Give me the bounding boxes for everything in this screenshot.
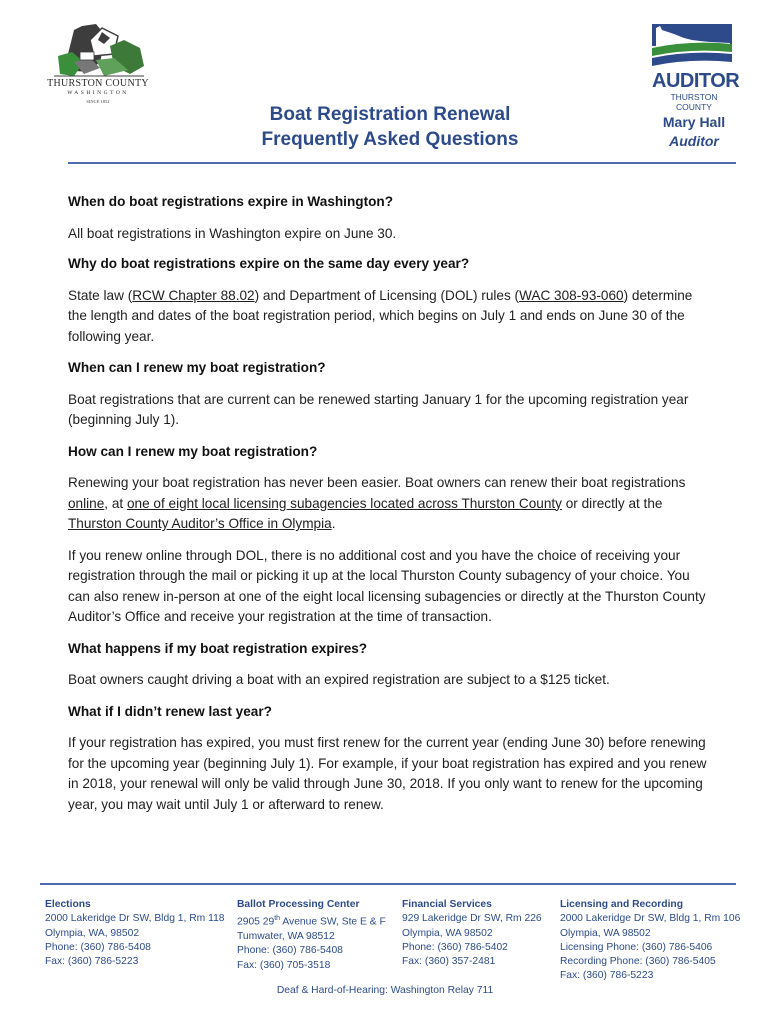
question-2: Why do boat registrations expire on the same day every year? [68, 256, 470, 271]
title-line-1: Boat Registration Renewal [269, 104, 511, 125]
footer-divider [40, 883, 736, 885]
answer-4b: If you renew online through DOL, there is no additional cost and you have the choice of receiving your registration through the mail or picking it up at the local Thurston County subagency of your choice. You can also renew in-person at one of the eight local licensing subagencies or directly at the Thurston County Auditor’s Office and receive your registration at the time of transaction. [68, 547, 706, 624]
footer-line: 2905 29th Avenue SW, Ste E & F [237, 915, 386, 928]
footer-line: Tumwater, WA 98512 [237, 931, 335, 943]
auditor-title: Auditor [669, 133, 719, 149]
footer-line: Fax: (360) 786-5223 [45, 956, 139, 968]
footer-line: 2000 Lakeridge Dr SW, Bldg 1, Rm 106 [560, 913, 741, 925]
question-5: What happens if my boat registration expires? [68, 640, 368, 656]
title-line-2: Frequently Asked Questions [261, 129, 519, 150]
answer-5: Boat owners caught driving a boat with an expired registration are subject to a $125 ticket. [68, 672, 610, 687]
footer-ballot-processing [237, 898, 386, 973]
footer-line: Fax: (360) 786-5223 [560, 970, 654, 982]
relay-notice: Deaf & Hard-of-Hearing: Washington Relay 711 [276, 985, 494, 996]
footer-line: Licensing Phone: (360) 786-5406 [560, 941, 713, 953]
footer-heading: Ballot Processing Center [237, 899, 360, 910]
question-3: When can I renew my boat registration? [68, 360, 326, 375]
footer-line: Recording Phone: (360) 786-5405 [560, 956, 716, 968]
subagencies-link[interactable]: one of eight local licensing subagencies located across Thurston County [126, 495, 562, 511]
auditor-logo [650, 22, 732, 68]
footer-line: 2000 Lakeridge Dr SW, Bldg 1, Rm 118 [45, 913, 225, 925]
question-6: What if I didn’t renew last year? [68, 703, 272, 719]
county-since: SINCE 1852 [86, 99, 110, 104]
footer-line: Phone: (360) 786-5408 [237, 945, 343, 957]
auditor-county: THURSTON COUNTY [670, 92, 718, 112]
answer-3: Boat registrations that are current can be renewed starting January 1 for the upcoming registration year (beginning July 1). [68, 391, 689, 427]
rcw-link[interactable]: RCW Chapter 88.02 [132, 287, 255, 303]
answer-6: If your registration has expired, you must first renew for the current year (ending June 30) before renewing for the upcoming year (beginning July 1). For example, if your boat registration has expired and you renew in 2018, your renewal will only be valid through June 30, 2018. If you only want to renew for the upcoming year, you may wait until July 1 or afterward to renew. [68, 735, 707, 812]
footer-heading: Licensing and Recording [560, 899, 684, 910]
footer-line: Fax: (360) 705-3518 [237, 959, 331, 971]
footer-financial-services [402, 898, 542, 969]
answer-1: All boat registrations in Washington expire on June 30. [68, 225, 397, 241]
auditor-word: AUDITOR [652, 70, 740, 92]
county-state: WASHINGTON [67, 90, 129, 96]
footer-line: Phone: (360) 786-5402 [402, 941, 508, 953]
answer-2: State law (RCW Chapter 88.02) and Department of Licensing (DOL) rules (WAC 308-93-060) determine the length and dates of the boat registration period, which begins on July 1 and ends on June 30 of the following year. [68, 287, 693, 344]
footer-line: Fax: (360) 357-2481 [402, 956, 496, 968]
auditor-name: Mary Hall [662, 114, 726, 130]
auditor-office-link[interactable]: Thurston County Auditor’s Office in Olympia [68, 516, 332, 531]
wac-link[interactable]: WAC 308-93-060 [519, 287, 624, 303]
page-title [230, 102, 550, 152]
header-divider [68, 162, 736, 164]
footer-elections [45, 898, 225, 969]
footer-heading: Financial Services [402, 899, 492, 910]
footer-line: Olympia, WA, 98502 [45, 927, 140, 939]
answer-4: Renewing your boat registration has never been easier. Boat owners can renew their boat registrations online, at one of eight local licensing subagencies located across Thurston County or directly at the Thurston County Auditor’s Office in Olympia. [68, 475, 686, 531]
question-1: When do boat registrations expire in Washington? [68, 194, 394, 209]
footer-line: Phone: (360) 786-5408 [45, 941, 151, 953]
question-4: How can I renew my boat registration? [68, 443, 318, 459]
footer-licensing-recording [560, 898, 740, 984]
county-name: THURSTON COUNTY [47, 78, 149, 89]
footer-heading: Elections [45, 899, 91, 910]
footer-line: 929 Lakeridge Dr SW, Rm 226 [402, 913, 542, 925]
online-link[interactable]: online [68, 495, 105, 511]
footer-line: Olympia, WA 98502 [560, 927, 651, 939]
footer-line: Olympia, WA 98502 [402, 927, 493, 939]
faq-content [68, 192, 708, 826]
